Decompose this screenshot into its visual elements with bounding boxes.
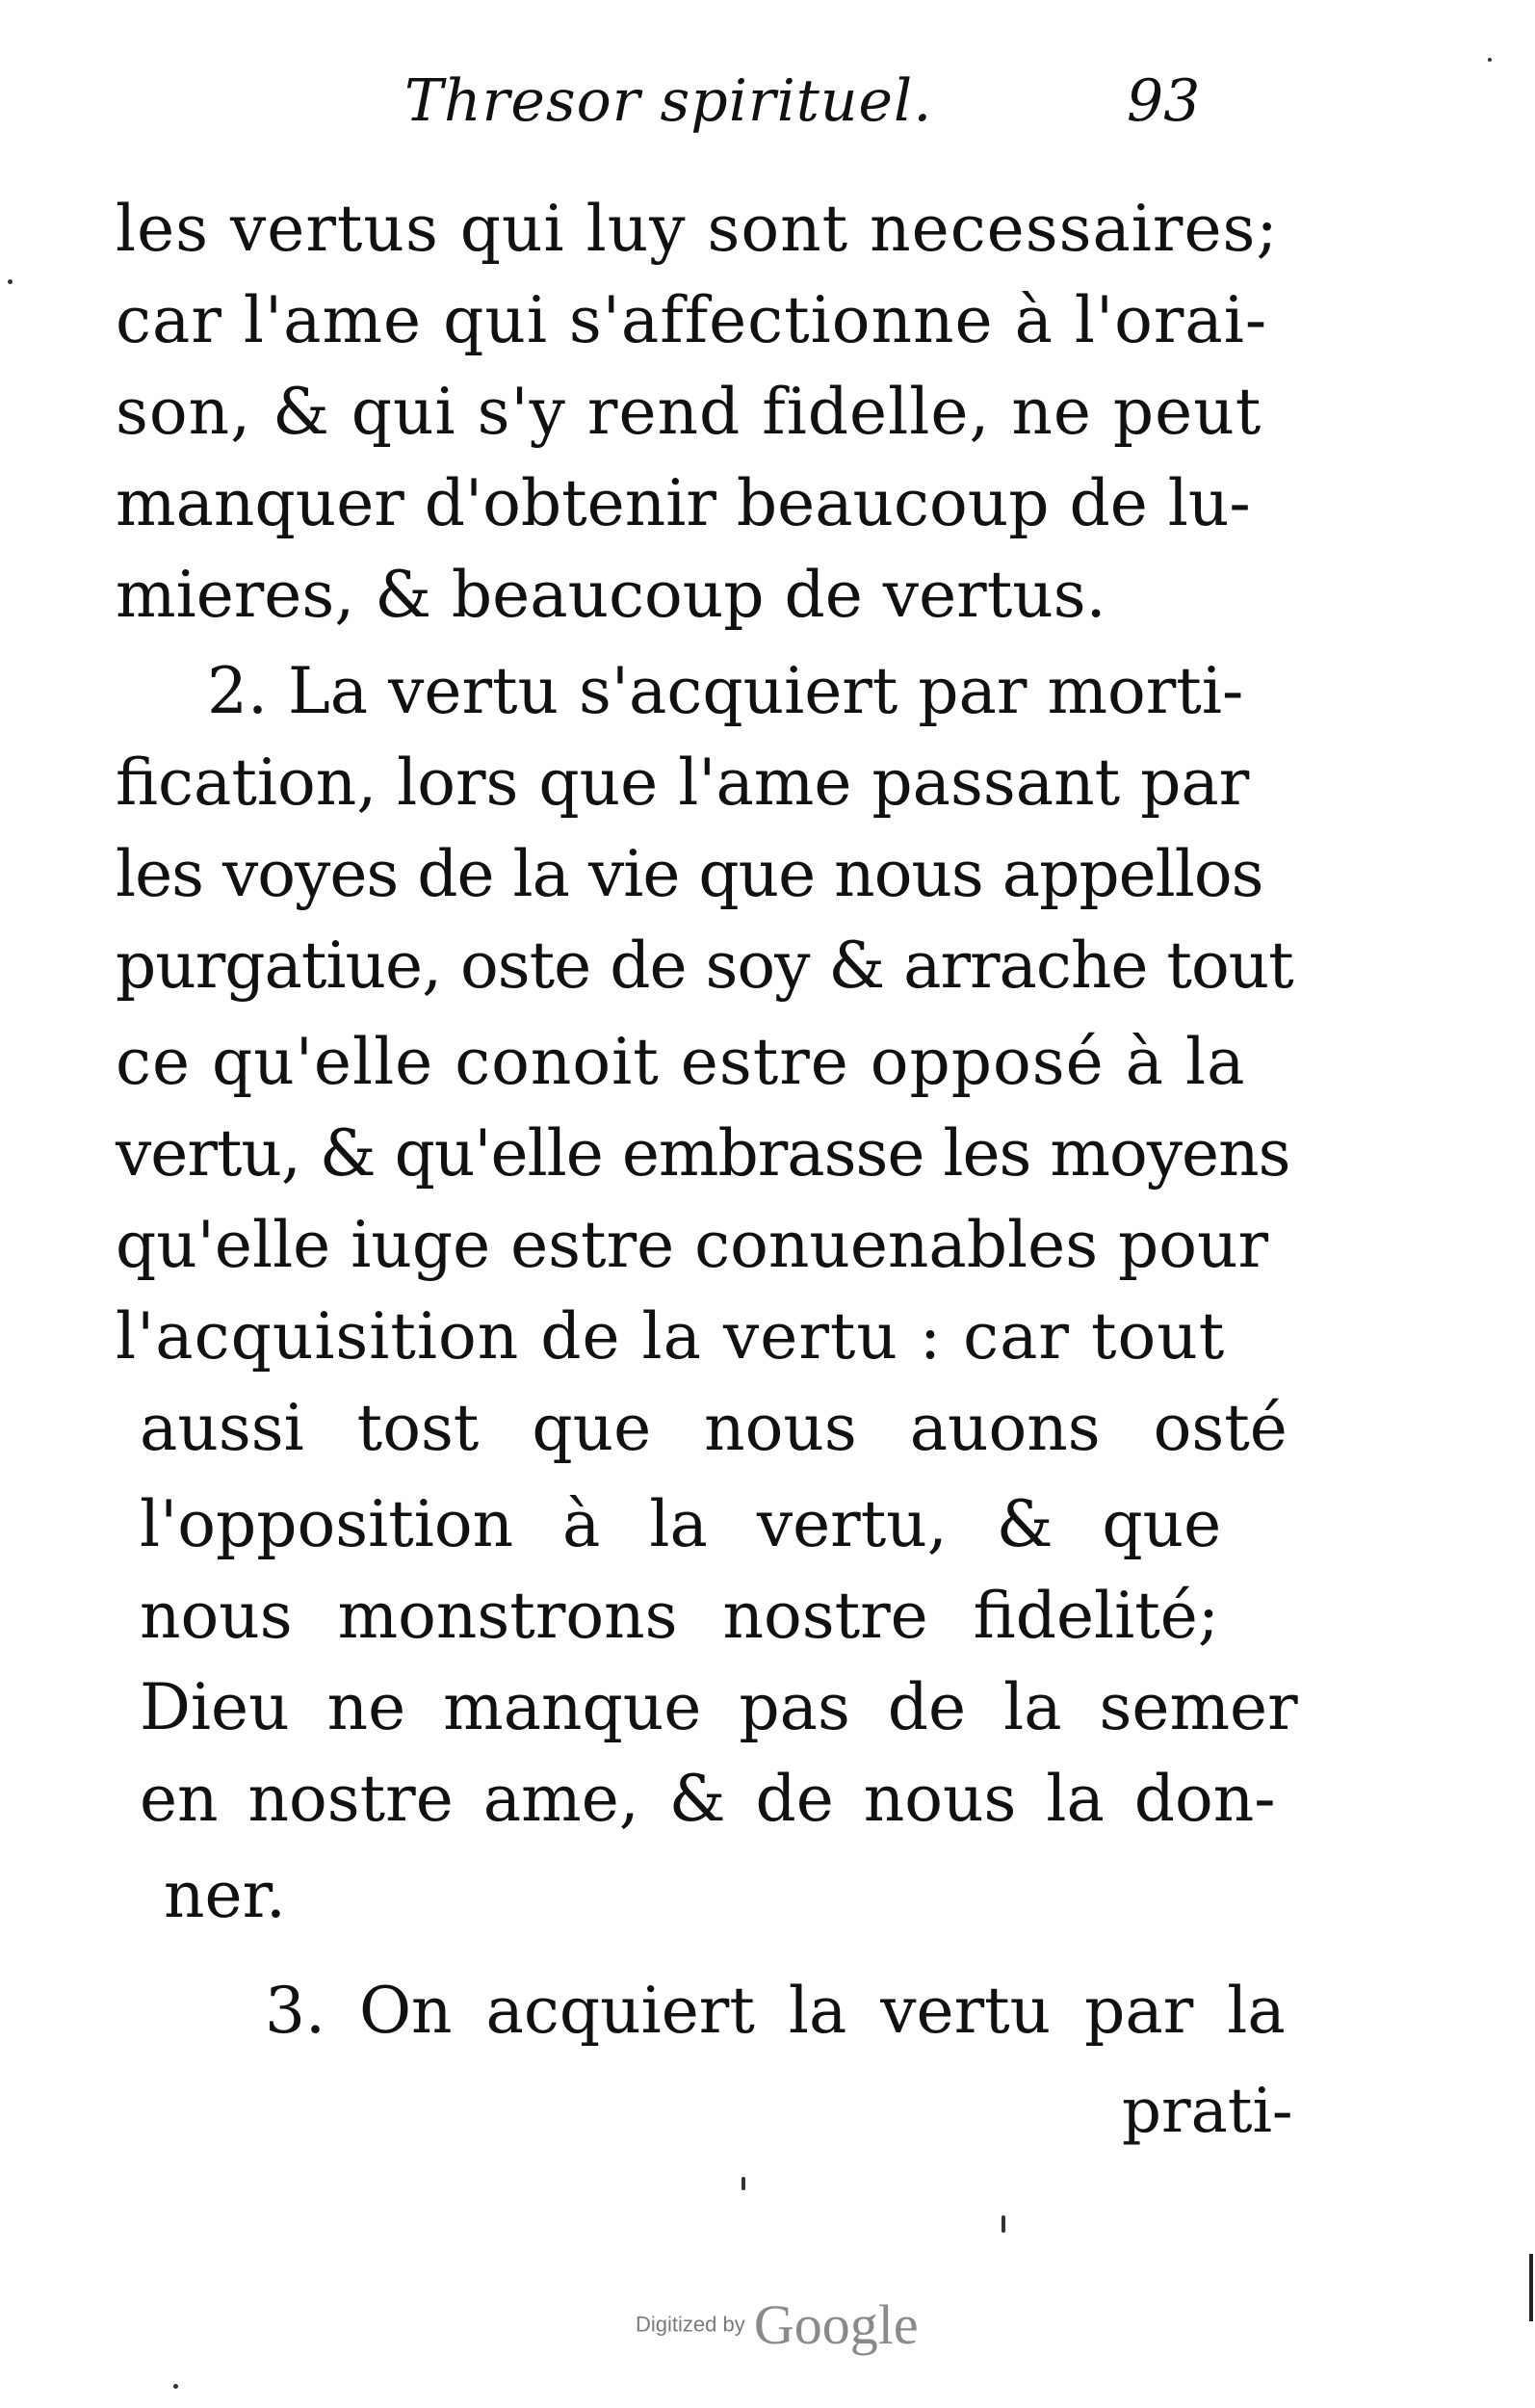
text-line-18: en nostre ame, & de nous la don-: [140, 1762, 1276, 1836]
running-title: Thresor spirituel.: [404, 67, 933, 135]
text-line-17: Dieu ne manque pas de la semer: [140, 1670, 1298, 1744]
text-line-1: les vertus qui luy sont necessaires;: [116, 192, 1279, 266]
text-line-7: fication, lors que l'ame passant par: [116, 746, 1250, 820]
scan-speck: [1488, 58, 1492, 62]
text-line-10: ce qu'elle conoit estre opposé à la: [116, 1025, 1246, 1099]
text-line-13: l'acquisition de la vertu : car tout: [116, 1299, 1226, 1374]
google-logo: Google: [753, 2293, 919, 2356]
text-line-11: vertu, & qu'elle embrasse les moyens: [116, 1116, 1290, 1191]
text-line-5: mieres, & beaucoup de vertus.: [116, 558, 1106, 632]
text-line-14: aussi tost que nous auons osté: [140, 1391, 1288, 1465]
text-line-4: manquer d'obtenir beaucoup de lu-: [116, 466, 1251, 540]
text-line-19: ner.: [164, 1858, 286, 1932]
digitized-by-label: Digitized by: [636, 2312, 745, 2337]
scan-speck: [741, 2177, 745, 2190]
scan-edge-mark: [1529, 2254, 1533, 2321]
text-line-20: 3. On acquiert la vertu par la: [265, 1974, 1286, 2048]
page-number: 93: [1127, 67, 1201, 135]
catchword: prati-: [1122, 2076, 1293, 2147]
text-line-12: qu'elle iuge estre conuenables pour: [116, 1208, 1269, 1282]
text-line-16: nous monstrons nostre fidelité;: [140, 1579, 1220, 1653]
text-line-8: les voyes de la vie que nous appellos: [116, 837, 1263, 911]
digitized-by-watermark: [636, 2292, 919, 2357]
scan-speck: [173, 2384, 178, 2389]
text-line-9: purgatiue, oste de soy & arrache tout: [116, 929, 1293, 1003]
scan-speck: [1002, 2215, 1005, 2233]
text-line-6: 2. La vertu s'acquiert par morti-: [207, 654, 1244, 728]
text-line-3: son, & qui s'y rend fidelle, ne peut: [116, 375, 1262, 449]
text-line-2: car l'ame qui s'affectionne à l'orai-: [116, 283, 1268, 357]
scan-speck: [8, 279, 13, 284]
text-line-15: l'opposition à la vertu, & que: [140, 1487, 1222, 1561]
